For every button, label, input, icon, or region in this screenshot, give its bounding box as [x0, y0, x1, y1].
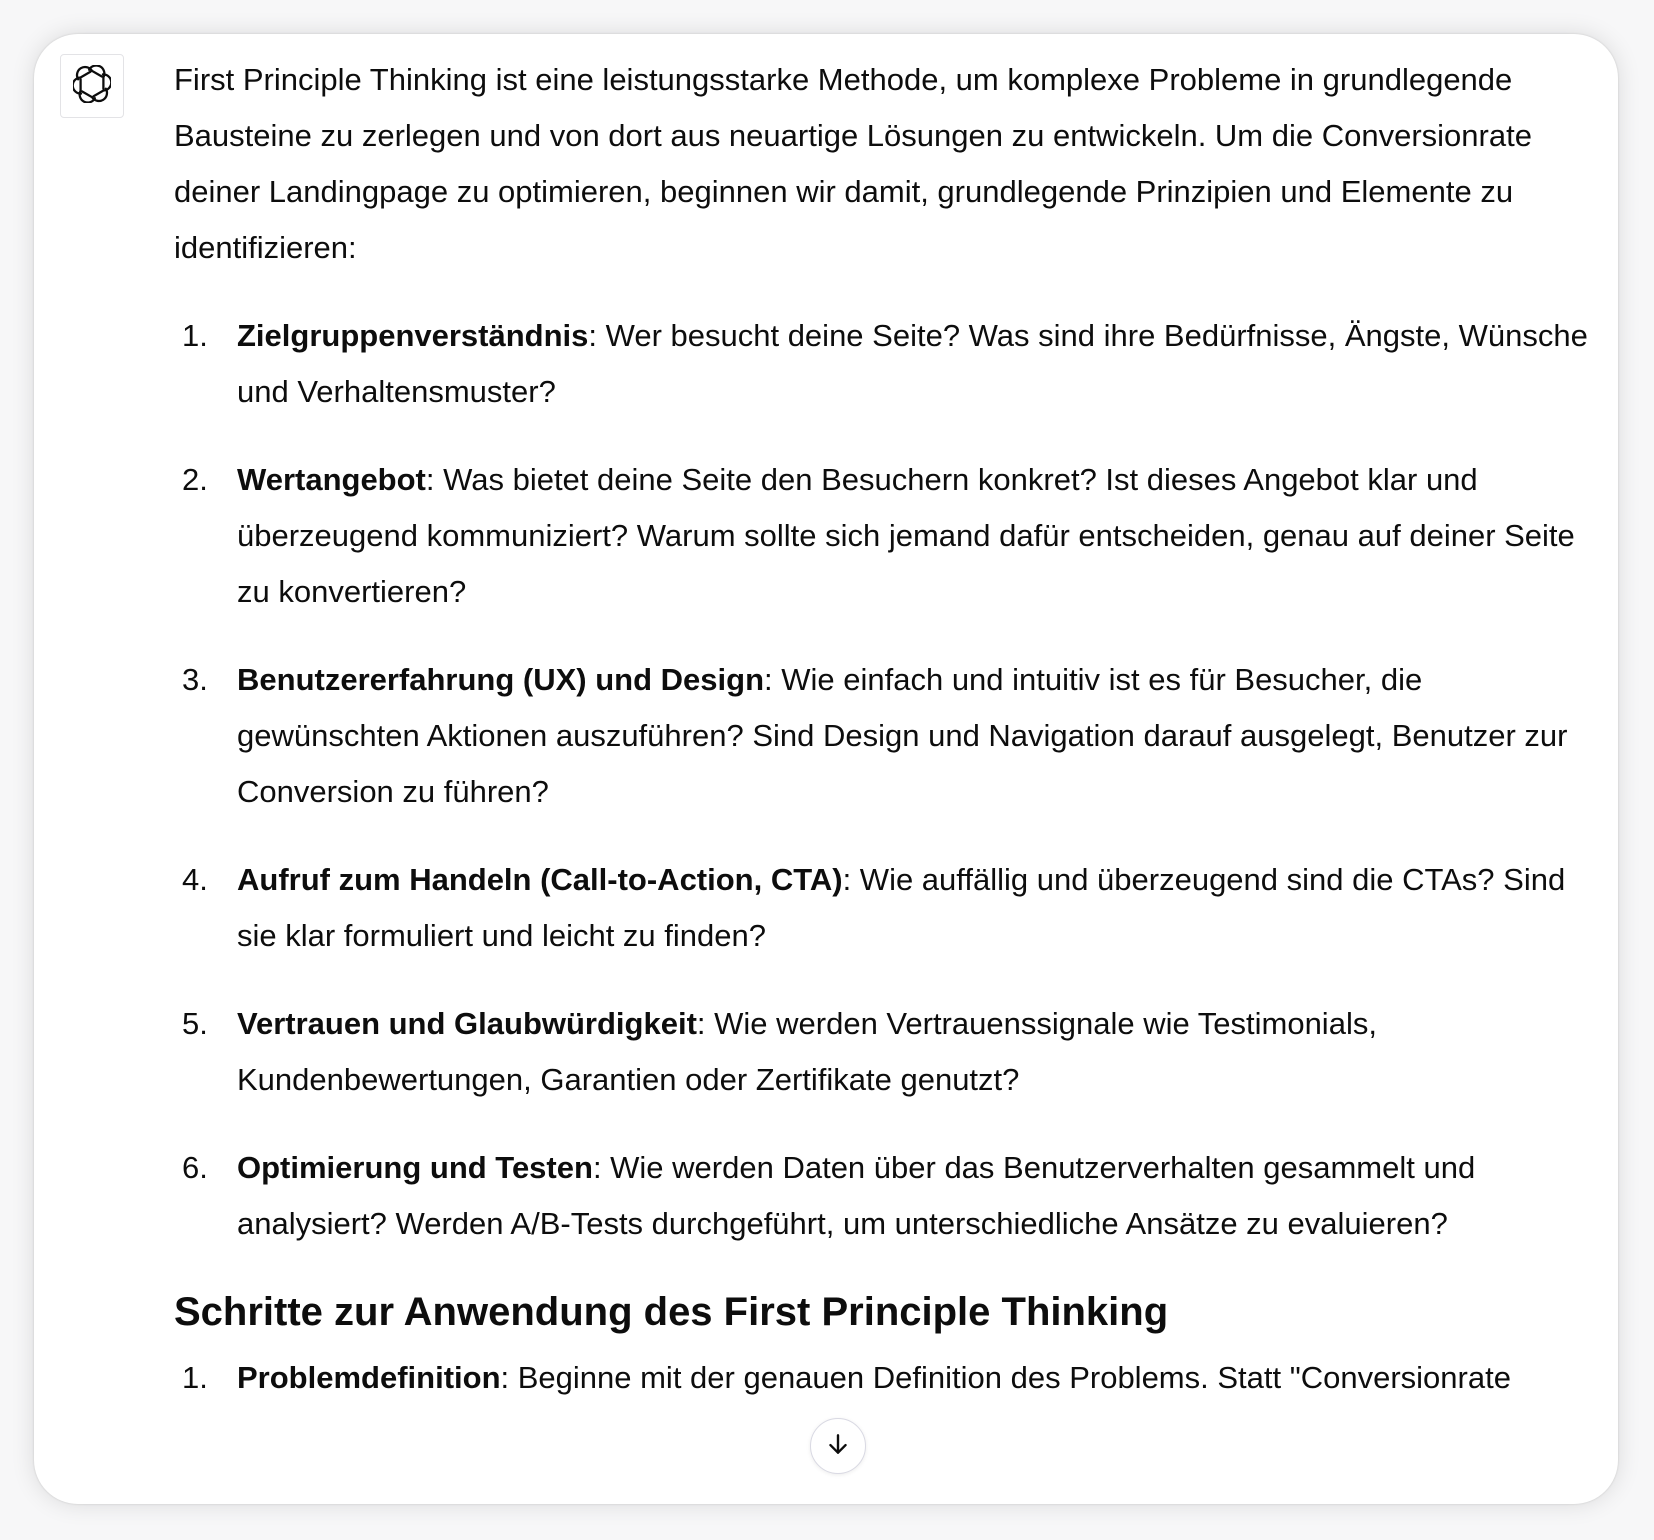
item-text: : Wie werden Daten über das Benutzerverhalten gesammelt und analysiert? Werden A/B-Tests durchgeführt, um unterschiedliche Ansätze zu evaluieren?: [237, 1150, 1476, 1241]
intro-paragraph: First Principle Thinking ist eine leistungsstarke Methode, um komplexe Probleme in grundlegende Bausteine zu zerlegen und von dort aus neuartige Lösungen zu entwickeln. Um die Conversionrate deiner Landingpage zu optimieren, beginnen wir damit, grundlegende Prinzipien und Elemente zu identifizieren:: [174, 62, 1532, 265]
list-item: [174, 1140, 1594, 1252]
item-title: Vertrauen und Glaubwürdigkeit: [237, 1006, 697, 1041]
openai-logo-icon: [73, 65, 111, 108]
list-item: [174, 452, 1594, 620]
item-text: : Was bietet deine Seite den Besuchern konkret? Ist dieses Angebot klar und überzeugend kommuniziert? Warum sollte sich jemand dafür entscheiden, genau auf deiner Seite zu konvertieren?: [237, 462, 1575, 609]
list-number: 2.: [182, 462, 208, 497]
item-text: : Wer besucht deine Seite? Was sind ihre Bedürfnisse, Ängste, Wünsche und Verhaltensmuster?: [237, 318, 1588, 409]
item-text: : Wie auffällig und überzeugend sind die CTAs? Sind sie klar formuliert und leicht zu finden?: [237, 862, 1566, 953]
list-item: [174, 996, 1594, 1108]
list-number: 3.: [182, 662, 208, 697]
item-text: : Beginne mit der genauen Definition des Problems. Statt "Conversionrate: [500, 1360, 1511, 1395]
item-text: : Wie werden Vertrauenssignale wie Testimonials, Kundenbewertungen, Garantien oder Zertifikate genutzt?: [237, 1006, 1377, 1097]
arrow-down-icon: [825, 1431, 851, 1462]
list-number: 4.: [182, 862, 208, 897]
item-title: Aufruf zum Handeln (Call-to-Action, CTA): [237, 862, 843, 897]
chat-panel: [34, 34, 1618, 1504]
list-item: [174, 1350, 1594, 1406]
section-heading: Schritte zur Anwendung des First Principle Thinking: [174, 1290, 1169, 1334]
item-title: Optimierung und Testen: [237, 1150, 593, 1185]
item-title: Benutzererfahrung (UX) und Design: [237, 662, 765, 697]
list-number: 1.: [182, 318, 208, 353]
item-text: : Wie einfach und intuitiv ist es für Besucher, die gewünschten Aktionen auszuführen? Sind Design und Navigation darauf ausgelegt, Benutzer zur Conversion zu führen?: [237, 662, 1568, 809]
list-item: [174, 852, 1594, 964]
item-title: Wertangebot: [237, 462, 426, 497]
assistant-avatar: [60, 54, 124, 118]
assistant-message: [174, 52, 1594, 1406]
list-number: 1.: [182, 1360, 208, 1395]
list-number: 5.: [182, 1006, 208, 1041]
list-number: 6.: [182, 1150, 208, 1185]
list-item: [174, 652, 1594, 820]
list-item: [174, 308, 1594, 420]
item-title: Zielgruppenverständnis: [237, 318, 589, 353]
item-title: Problemdefinition: [237, 1360, 501, 1395]
scroll-down-button[interactable]: [810, 1418, 866, 1474]
steps-list: [174, 1350, 1594, 1406]
principles-list: [174, 308, 1594, 1252]
